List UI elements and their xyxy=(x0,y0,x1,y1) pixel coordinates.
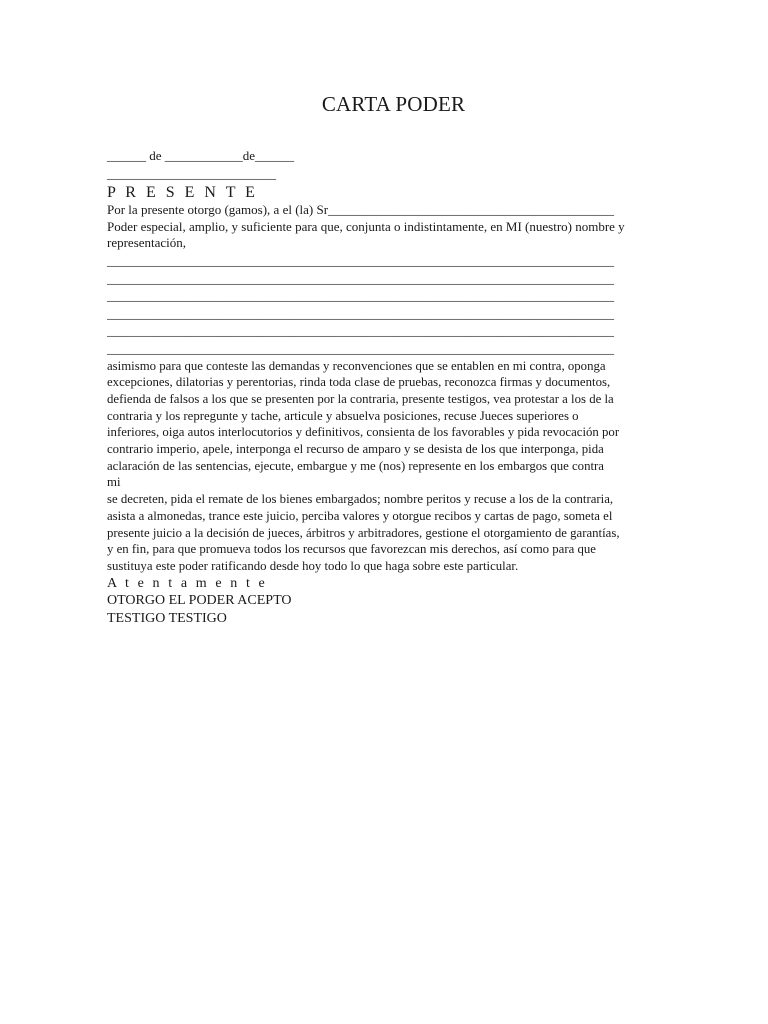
intro-paragraph xyxy=(107,202,663,252)
body-line: excepciones, dilatorias y perentorias, rinda toda clase de pruebas, reconozca firmas y documentos, xyxy=(107,375,611,390)
body-line: se decreten, pida el remate de los bienes embargados; nombre peritos y recuse a los de la contraria, xyxy=(107,492,614,507)
blank-line: ______________________________________________________________________________ xyxy=(107,288,614,304)
document-title: CARTA PODER xyxy=(321,92,466,116)
body-line: asimismo para que conteste las demandas y reconvenciones que se entablen en mi contra, oponga xyxy=(107,358,606,373)
body-line: presente juicio a la decisión de jueces, árbitros y arbitradores, gestione el otorgamiento de garantías, xyxy=(107,525,620,540)
intro-line: Poder especial, amplio, y suficiente para que, conjunta o indistintamente, en MI (nuestro) nombre y xyxy=(107,218,625,234)
intro-line: Por la presente otorgo (gamos), a el (la) Sr____________________________________________ xyxy=(107,202,615,218)
body-line: inferiores, oiga autos interlocutorios y definitivos, consienta de los favorables y pida revocación por xyxy=(107,425,620,440)
closing-atentamente: A t e n t a m e n t e xyxy=(107,575,268,591)
body-line: y en fin, para que promueva todos los recursos que favorezcan mis derechos, así como para que xyxy=(107,542,596,557)
blank-line: ______________________________________________________________________________ xyxy=(107,323,614,339)
blank-lines xyxy=(107,252,667,358)
body-line: aclaración de las sentencias, ejecute, embargue y me (nos) represente en los embargos que contra xyxy=(107,458,604,473)
body-line: mi xyxy=(107,475,121,490)
body-line: contrario imperio, apele, interponga el recurso de amparo y se desista de los que interponga, pida xyxy=(107,442,604,457)
body-line: defienda de falsos a los que se presenten por la contraria, presente testigos, vea protestar a los de la xyxy=(107,391,614,406)
body-paragraph xyxy=(107,358,663,575)
blank-line: ______________________________________________________________________________ xyxy=(107,252,614,268)
intro-line: representación, xyxy=(107,235,187,251)
witness-line: TESTIGO TESTIGO xyxy=(107,610,227,626)
letter-page xyxy=(107,92,667,627)
body-line: asista a almonedas, trance este juicio, perciba valores y otorgue recibos y cartas de pago, someta el xyxy=(107,508,613,523)
date-line: ______ de ____________de______ xyxy=(107,148,295,163)
blank-line: ______________________________________________________________________________ xyxy=(107,340,614,356)
blank-line: ______________________________________________________________________________ xyxy=(107,270,614,286)
body-line: contraria y los repregunte y tache, articule y absuelva posiciones, recuse Jueces superiores o xyxy=(107,408,579,423)
addressee-line: __________________________ xyxy=(107,165,276,181)
presente-heading: P R E S E N T E xyxy=(107,184,258,202)
body-line: sustituya este poder ratificando desde hoy todo lo que haga sobre este particular. xyxy=(107,558,519,573)
signature-line: OTORGO EL PODER ACEPTO xyxy=(107,593,292,609)
blank-line: ______________________________________________________________________________ xyxy=(107,305,614,321)
